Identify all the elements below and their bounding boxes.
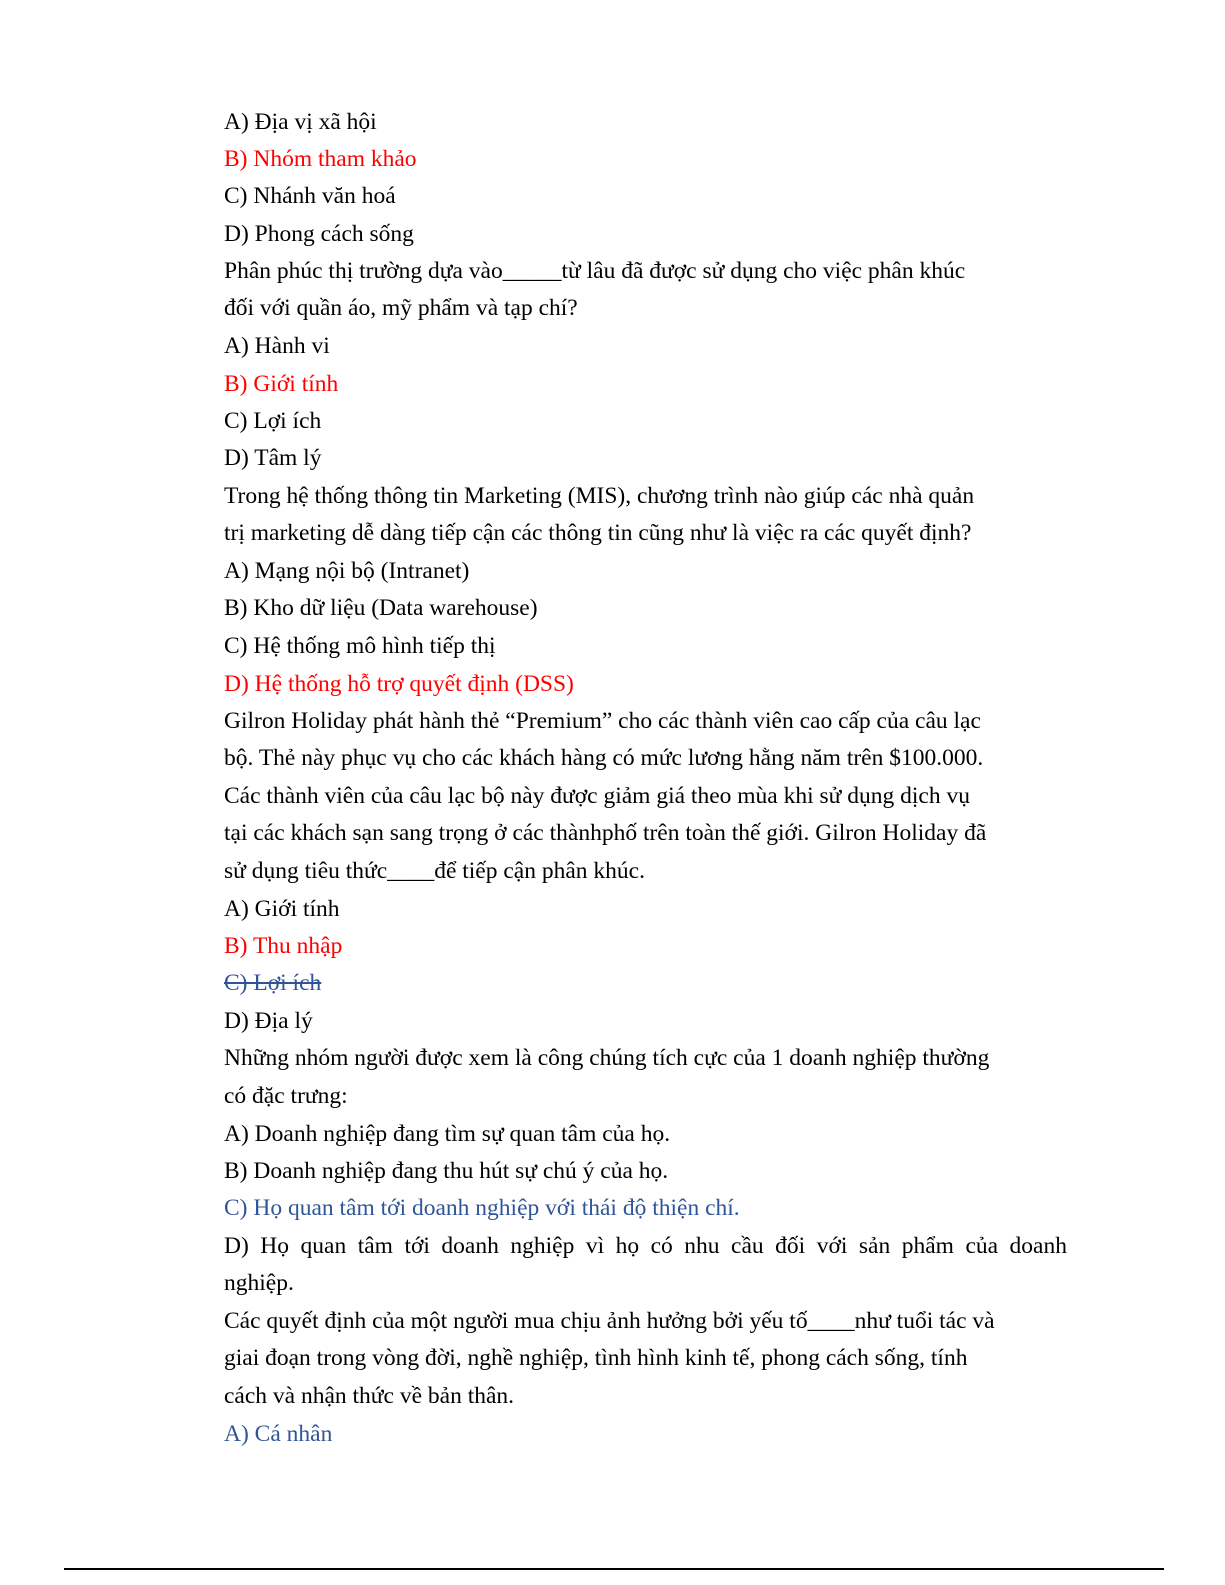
option-b-gender-answer: B) Giới tính [224, 371, 339, 397]
option-a-behavior: A) Hành vi [224, 333, 330, 359]
option-d-psychology: D) Tâm lý [224, 445, 322, 471]
question-mis-line-2: trị marketing dễ dàng tiếp cận các thông tin cũng như là việc ra các quyết định? [224, 520, 972, 546]
question-segmentation-line-2: đối với quần áo, mỹ phẩm và tạp chí? [224, 295, 578, 321]
question-gilron-line-2: bộ. Thẻ này phục vụ cho các khách hàng có mức lương hằng năm trên $100.000. [224, 745, 984, 771]
option-a-gender: A) Giới tính [224, 896, 340, 922]
option-a-intranet: A) Mạng nội bộ (Intranet) [224, 558, 470, 584]
option-a-seeking-interest: A) Doanh nghiệp đang tìm sự quan tâm của họ. [224, 1121, 671, 1147]
question-gilron-line-1: Gilron Holiday phát hành thẻ “Premium” cho các thành viên cao cấp của câu lạc [224, 708, 981, 734]
option-c-benefit: C) Lợi ích [224, 408, 322, 434]
question-gilron-line-3: Các thành viên của câu lạc bộ này được giảm giá theo mùa khi sử dụng dịch vụ [224, 783, 970, 809]
option-b-data-warehouse: B) Kho dữ liệu (Data warehouse) [224, 595, 538, 621]
option-d-need-line-2: nghiệp. [224, 1270, 294, 1296]
option-a-social-status: A) Địa vị xã hội [224, 109, 377, 135]
option-c-benefit-struck: C) Lợi ích [224, 970, 322, 996]
option-b-reference-group-answer: B) Nhóm tham khảo [224, 146, 417, 172]
question-personal-factors-line-2: giai đoạn trong vòng đời, nghề nghiệp, tình hình kinh tế, phong cách sống, tính [224, 1345, 968, 1371]
option-a-personal-answer: A) Cá nhân [224, 1421, 333, 1447]
page-bottom-border [64, 1568, 1164, 1570]
question-gilron-line-5: sử dụng tiêu thức____để tiếp cận phân khúc. [224, 858, 645, 884]
option-d-geography: D) Địa lý [224, 1008, 313, 1034]
option-b-attracting-attention: B) Doanh nghiệp đang thu hút sự chú ý của họ. [224, 1158, 669, 1184]
question-publics-line-2: có đặc trưng: [224, 1083, 348, 1109]
question-mis-line-1: Trong hệ thống thông tin Marketing (MIS), chương trình nào giúp các nhà quản [224, 483, 975, 509]
option-c-marketing-model: C) Hệ thống mô hình tiếp thị [224, 633, 496, 659]
question-gilron-line-4: tại các khách sạn sang trọng ở các thànhphố trên toàn thế giới. Gilron Holiday đã [224, 820, 987, 846]
option-c-goodwill-answer: C) Họ quan tâm tới doanh nghiệp với thái độ thiện chí. [224, 1195, 740, 1221]
option-c-subculture: C) Nhánh văn hoá [224, 183, 396, 209]
question-personal-factors-line-1: Các quyết định của một người mua chịu ảnh hưởng bởi yếu tố____như tuổi tác và [224, 1308, 995, 1334]
option-d-need-line-1: D) Họ quan tâm tới doanh nghiệp vì họ có nhu cầu đối với sản phẩm của doanh [224, 1233, 1067, 1259]
question-segmentation-line-1: Phân phúc thị trường dựa vào_____từ lâu đã được sử dụng cho việc phân khúc [224, 258, 966, 284]
option-d-lifestyle: D) Phong cách sống [224, 221, 414, 247]
option-d-dss-answer: D) Hệ thống hỗ trợ quyết định (DSS) [224, 671, 574, 697]
question-personal-factors-line-3: cách và nhận thức về bản thân. [224, 1383, 515, 1409]
question-publics-line-1: Những nhóm người được xem là công chúng tích cực của 1 doanh nghiệp thường [224, 1045, 990, 1071]
option-b-income-answer: B) Thu nhập [224, 933, 343, 959]
